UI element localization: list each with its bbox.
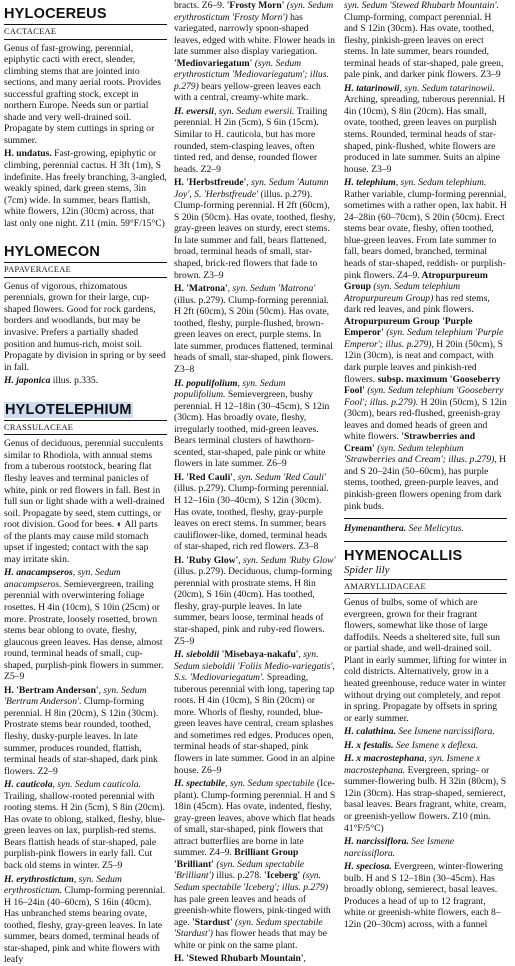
cultivar-name: 'Strawberries and Cream'	[344, 431, 476, 454]
entry-text: See Ismene narcissiflora.	[344, 836, 455, 859]
entry-name: H. erythrostictum	[4, 873, 74, 885]
cultivar-name: 'Stardust'	[189, 916, 233, 928]
entry-h-undatus	[4, 148, 167, 229]
entry-h-red-cauli	[174, 472, 337, 553]
entry-h-erythrostictum	[4, 874, 167, 966]
entry-text: Clump-forming perennial. H 8in (20cm), S 12in (30cm). Prostrate stems bear rounded, toothed, fleshy, dusky-purple leaves. In late summer, produces rounded, flattish, terminal heads of star-shaped, dark pink flowers. Z2–9	[4, 696, 159, 777]
entry-synonym: , syn. Sedum sieboldii 'Foliis Medio-variegatis', S.s. 'Mediovariegatum'.	[174, 649, 335, 684]
entry-text: H 20in (50cm), S 12in (30cm), is neat and compact, with dark purple leaves and pinkish-red flowers.	[344, 338, 503, 385]
family-label-hylocereus: CACTACEAE	[4, 24, 167, 40]
entry-synonym: , syn. Sedum telephium.	[395, 177, 487, 189]
cultivar-name: subsp. maximum 'Gooseberry Fool'	[344, 373, 501, 397]
entry-text: Rather variable, clump-forming perennial, sometimes with a rather open, lax habit. H 24–28in (60–70cm), S 20in (50cm). Erect stems bear ovate, fleshy, often toothed, blue-green leaves. From late summer to fall, bears domed, branched, terminal heads of star-shaped, reddish- or purplish-pink flowers. Z4–9.	[344, 188, 507, 281]
cultivar-name: 'Iceberg'	[261, 870, 301, 882]
entry-text: bracts. Z6–9.	[174, 0, 225, 11]
entry-text: Evergreen, spring- or summer-flowering bulb. H 32in (80cm), S 12in (30cm). Has strap-shaped, semierect, basal leaves. Bears fragrant, white, cream, or greenish-yellow flowers. Z10 (min. 41°F/5°C)	[344, 764, 507, 834]
genus-title-hylotelephium	[4, 402, 167, 418]
entry-synonym: (syn. Sedum telephium 'Strawberries and Cream'; illus. p.279),	[344, 442, 497, 466]
entry-name: Hymenanthera.	[344, 523, 407, 535]
entry-text: Clump-forming, compact perennial. H and S 12in (30cm). Has ovate, toothed, fleshy, pinkish-green leaves on erect stems. In late summer, bears rounded, terminal heads of star-shaped, pale green, pale pink, and darker pink flowers. Z3–9	[344, 11, 504, 81]
entry-text: (illus. p.279). Deciduous, clump-forming perennial with prostrate stems. H 8in (20cm), S 16in (40cm). Has toothed, fleshy, gray-purple leaves. In late summer, bears loose, terminal heads of star-shaped, pink and ruby-red flowers. Z5–9	[174, 566, 333, 647]
cultivar-name: Atropurpureum Group	[344, 269, 488, 293]
entry-synonym: (syn. Sedum spectabile 'Stardust')	[174, 916, 323, 940]
entry-text: See Ismene narcissiflora.	[395, 726, 495, 738]
entry-name: H. telephium	[344, 177, 396, 189]
entry-h-speciosa	[344, 861, 507, 930]
entry-synonym: (syn. Sedum spectabile 'Iceberg'; illus. p.279)	[174, 870, 329, 894]
entry-h-ewersii	[174, 106, 337, 175]
entry-h-spectabile	[174, 778, 337, 951]
entry-h-bertram-anderson	[4, 685, 167, 777]
entry-h-anacampseros	[4, 567, 167, 682]
entry-synonym: (syn. Sedum telephium Atropurpureum Group)	[344, 281, 461, 304]
cultivar-name: Atropurpureum Group 'Purple Emperor'	[344, 315, 473, 339]
entry-synonym: , syn. Sedum tatarinowii.	[399, 82, 495, 94]
entry-text: has flower heads that may be white or pink on the same plant.	[174, 928, 327, 951]
entry-name: H. undatus.	[4, 148, 52, 160]
entry-synonym: , syn. Sedum 'Autumn Joy', S. 'Herbstfreude'	[174, 177, 329, 200]
entry-text: Semievergreen, bushy perennial. H 12–18in (30–45cm), S 12in (30cm). Has broadly ovate, fleshy, irregularly toothed, mid-green leaves. Bears terminal clusters of hawthorn-scented, star-shaped, pale pink or white flowers in late summer. Z6–9	[174, 389, 330, 470]
genus-description-hymenocallis: Genus of bulbs, some of which are evergreen, grown for their fragrant flowers, somewhat like those of large daffodils. Needs a sheltered site, full sun or partial shade, and well-drained soil. Plant in early summer, lifting for winter in cold districts. Alternatively, grow in a heated greenhouse, reduce water in winter without drying out completely, and repot in spring. Propagate by offsets in spring or early summer.	[344, 597, 507, 724]
entry-h-telephium	[344, 177, 507, 512]
entry-stewed-rhubarb-continued	[344, 0, 507, 81]
entry-text: illus. p.278.	[213, 870, 262, 882]
entry-h-populifolium	[174, 378, 337, 470]
entry-synonym: , syn. Sedum ewersii.	[213, 105, 295, 117]
entry-h-herbstfreude	[174, 177, 337, 281]
entry-name: H. japonica	[4, 375, 51, 387]
entry-text: (illus. p.279). Clump-forming perennial. H 12–16in (30–40cm), S 12in (30cm). Has ovate, toothed, fleshy, gray-purple leaves on erect stems. In summer, bears cauliflower-like, domed, terminal heads of star-shaped, rich red flowers. Z3–8	[174, 483, 329, 553]
genus-title-hylomecon: HYLOMECON	[4, 244, 101, 261]
entry-synonym: , syn. Sedum 'Red Cauli'	[232, 471, 327, 483]
entry-h-narcissiflora	[344, 836, 507, 859]
genus-description-hylomecon: Genus of vigorous, rhizomatous perennials, grown for their large, cup-shaped flowers. Good for rock gardens, borders and woodlands, but may be invasive. Prefers a partially shaded position and humus-rich, moist soil. Propagate by division in spring or by seed in fall.	[4, 280, 166, 373]
entry-synonym: , syn. Sedum spectabile	[225, 778, 315, 790]
entry-text: Arching, spreading, tuberous perennial. H 4in (10cm), S 8in (20cm). Has small, ovate, toothed, green leaves on purplish stems. Rounded, terminal heads of star-shaped, pink-flushed, white flowers are produced in late summer. Suits an alpine house. Z3–9	[344, 94, 506, 175]
column-1	[4, 0, 167, 966]
entry-text: H and S 20–24in (50–60cm), has purple stems, toothed, green-purple leaves, and pinkish-green flowers opening from dark pink buds.	[344, 454, 507, 512]
entry-name: H. spectabile	[174, 778, 226, 790]
column-2	[174, 0, 337, 965]
entry-text: has pale green leaves and heads of greenish-white flowers, pink-tinged with age.	[174, 893, 331, 928]
entry-name: H. calathina.	[344, 726, 396, 738]
entry-synonym: (syn. Sedum spectabile 'Brilliant')	[174, 858, 305, 882]
entry-text: Trailing, shallow-rooted perennial with rooting stems. H 2in (5cm), S 8in (20cm). Has ovate to oblong, stalked, fleshy, blue-green leaves on lax, purplish-red stems. Bears flattish heads of star-shaped, pale purplish-pink flowers in early fall. Cut back old stems in winter. Z5–9	[4, 790, 166, 871]
entry-name: H. x festalis.	[344, 739, 394, 751]
entry-h-sieboldii	[174, 649, 337, 776]
entry-h-ruby-glow	[174, 555, 337, 647]
entry-text: Fast-growing, epiphytic or climbing, perennial cactus. H 3ft (1m), S indefinite. Has freely branching, 3-angled, weakly spined, dark green stems, 3in (7cm) wide. In summer, bears flattish, white flowers, 12in (30cm) across, that last only one night. Z11 (min. 59°F/15°C)	[4, 148, 167, 229]
entry-synonym: , syn. Sedum 'Bertram Anderson'.	[4, 684, 147, 708]
entry-name: H. 'Matrona'	[174, 283, 228, 295]
entry-synonym: , syn. Sedum 'Ruby Glow'	[238, 554, 336, 566]
entry-name: H. narcissiflora.	[344, 836, 409, 848]
family-label-hylomecon: PAPAVERACEAE	[4, 262, 167, 278]
entry-text: has variegated, narrowly spoon-shaped leaves, edged with white. Flower heads in late summer also display variegation.	[174, 11, 335, 58]
entry-h-matrona	[174, 283, 337, 375]
highlighted-title: HYLOTELEPHIUM	[5, 401, 132, 418]
entry-synonym: , syn. Sedum erythrostictum.	[4, 873, 122, 897]
genus-description-hylotelephium: Genus of deciduous, perennial succulents similar to Rhodiola, with annual stems from a tuberous rootstock, bearing flat fleshy leaves and terminal panicles of white, pink or red flowers in fall. Best in full sun or light shade with a well-drained soil. Propagate by seed, stem cuttings, or root division. Good for bees. ◐ All parts of the plants may cause mild stomach upset if ingested; contact with the sap may irritate skin.	[4, 438, 165, 565]
entry-synonym: , syn. Sedum populifolium.	[174, 377, 286, 401]
cultivar-name: 'Misebaya-nakafu'	[219, 649, 299, 661]
entry-synonym: (syn. Sedum telephium 'Gooseberry Fool'; illus. p.279).	[344, 385, 504, 408]
entry-h-festalis	[344, 740, 507, 752]
entry-text: See Melicytus.	[406, 523, 464, 535]
entry-name: H. sieboldii	[174, 649, 220, 661]
entry-synonym: (syn. Sedum telephium 'Purple Emperor'; illus. p.279),	[344, 327, 504, 350]
family-label-hymenocallis: AMARYLLIDACEAE	[344, 579, 507, 595]
entry-text: Spreading, tuberous perennial with long, tapering tap roots. H 4in (10cm), S 8in (20cm) or more. Whorls of fleshy, rounded, blue-green leaves have central, cream splashes and sometimes red edges. Produces open, terminal heads of star-shaped, pink flowers in late summer. Good in an alpine house. Z6–9	[174, 672, 335, 776]
entry-h-tatarinowii	[344, 83, 507, 175]
entry-synonym: ,	[303, 953, 306, 965]
common-name-hymenocallis: Spider lily	[344, 563, 390, 576]
cultivar-name: Brilliant Group 'Brilliant'	[174, 847, 299, 870]
entry-text: Trailing perennial. H 2in (5cm), S 6in (15cm). Similar to H. cauticola, but has more rounded, stem-clasping leaves, often tinted red, and dense, rounded flower heads. Z2–9	[174, 105, 328, 175]
entry-h-macrostephana	[344, 753, 507, 834]
column-3	[344, 0, 507, 930]
entry-synonym: syn. Sedum 'Stewed Rhubarb Mountain'.	[344, 0, 499, 11]
divider	[344, 518, 507, 519]
entry-text: (Ice-plant). Clump-forming perennial. H and S 18in (45cm). Has ovate, indented, fleshy, gray-green leaves, above which flat heads of small, star-shaped, pink flowers that attract butterflies are borne in late summer. Z4–9.	[174, 778, 336, 859]
entry-text: Semievergreen, trailing perennial with overwintering foliage rosettes. H 4in (10cm), S 10in (25cm) or more. Prostrate, loosely rosetted, brown stems bear oblong to ovate, fleshy, glaucous green leaves. Has dense, almost round, terminal heads of small, cup-shaped, purplish-pink flowers in summer. Z5–9	[4, 578, 164, 683]
entry-text: has red stems, dark red leaves, and pink flowers.	[344, 292, 490, 316]
entry-h-calathina	[344, 726, 507, 738]
entry-name: H. anacampseros	[4, 567, 73, 579]
entry-text: bears yellow-green leaves each with a central, creamy-white mark.	[174, 80, 321, 104]
entry-name: H. cauticola	[4, 779, 53, 791]
entry-text: Evergreen, winter-flowering bulb. H and S 12–18in (30–45cm). Has broadly oblong, semierect, basal leaves. Produces a head of up to 12 fragrant, white or greenish-white flowers, each 8–12in (20–30cm) across, with a funnel	[344, 861, 503, 930]
entry-name: H. x macrostephana	[344, 753, 425, 765]
entry-text: H 20in (50cm), S 12in (30cm), bears red-flushed, greenish-gray leaves and domed heads of green and white flowers.	[344, 396, 507, 443]
entry-hymenanthera	[344, 523, 507, 535]
entry-name: H. 'Herbstfreude'	[174, 177, 247, 189]
entry-synonym: , syn. Sedum anacampseros.	[4, 567, 121, 590]
entry-name: H. 'Stewed Rhubarb Mountain'	[174, 953, 304, 965]
entry-synonym: (syn. Sedum erythrostictum 'Mediovariegatum'; illus. p.279)	[174, 57, 329, 92]
entry-name: H. 'Red Cauli'	[174, 471, 233, 483]
entry-text: (illus. p.279). Clump-forming perennial. H 2ft (60cm), S 20in (50cm). Has ovate, toothed, fleshy, gray-green leaves on sturdy, erect stems. In late summer and fall, bears flattened, broad, terminal heads of small, star-shaped, brick-red flowers that fade to brown. Z3–9	[174, 188, 336, 281]
entry-name: H. speciosa.	[344, 861, 392, 873]
genus-description-hylocereus: Genus of fast-growing, perennial, epiphytic cacti with erect, slender, climbing stems that are jointed into sections, and many aerial roots. Provides successful grafting stock, except in northern Europe. Needs sun or partial shade and very well-drained soil. Propagate by stem cuttings in spring or summer.	[4, 42, 161, 146]
entry-name: H. 'Ruby Glow'	[174, 554, 239, 566]
entry-text: See Ismene x deflexa.	[393, 739, 479, 751]
entry-synonym: , syn. Ismene x macrostephana.	[344, 753, 481, 776]
entry-name: H. ewersii	[174, 105, 214, 117]
cultivar-name: 'Mediovariegatum'	[174, 57, 253, 69]
divider	[344, 541, 507, 542]
genus-title-hymenocallis: HYMENOCALLIS	[344, 547, 463, 564]
entry-name: H. populifolium	[174, 377, 238, 389]
cultivar-name: 'Frosty Morn'	[224, 0, 285, 11]
entry-erythrostictum-continued	[174, 0, 337, 104]
genus-title-hylocereus: HYLOCEREUS	[4, 6, 107, 22]
entry-synonym: , syn. Sedum cauticola.	[52, 779, 141, 791]
entry-text: (illus. p.279). Clump-forming perennial. H 2ft (60cm), S 20in (50cm). Has ovate, toothed, fleshy, purple-flushed, brown-green leaves on erect, purple stems. In late summer, produces flattened, terminal heads of small, star-shaped, pink flowers. Z3–8	[174, 294, 334, 375]
entry-synonym: , syn. Sedum 'Matrona'	[227, 283, 316, 295]
entry-h-japonica	[4, 375, 167, 387]
entry-h-cauticola	[4, 779, 167, 871]
entry-text: illus. p.335.	[50, 375, 99, 387]
entry-name: H. 'Bertram Anderson'	[4, 684, 99, 696]
entry-text: Clump-forming perennial. H 16–24in (40–60cm), S 16in (40cm). Has unbranched stems bearing ovate, toothed, fleshy, gray-green leaves. In late summer, bears domed, terminal heads of star-shaped, pink and white flowers with leafy	[4, 885, 166, 966]
entry-synonym: (syn. Sedum erythrostictum 'Frosty Morn')	[174, 0, 334, 23]
entry-h-stewed-rhubarb-mountain	[174, 953, 337, 965]
entry-name: H. tatarinowii	[344, 82, 400, 94]
family-label-hylotelephium: CRASSULACEAE	[4, 420, 167, 436]
